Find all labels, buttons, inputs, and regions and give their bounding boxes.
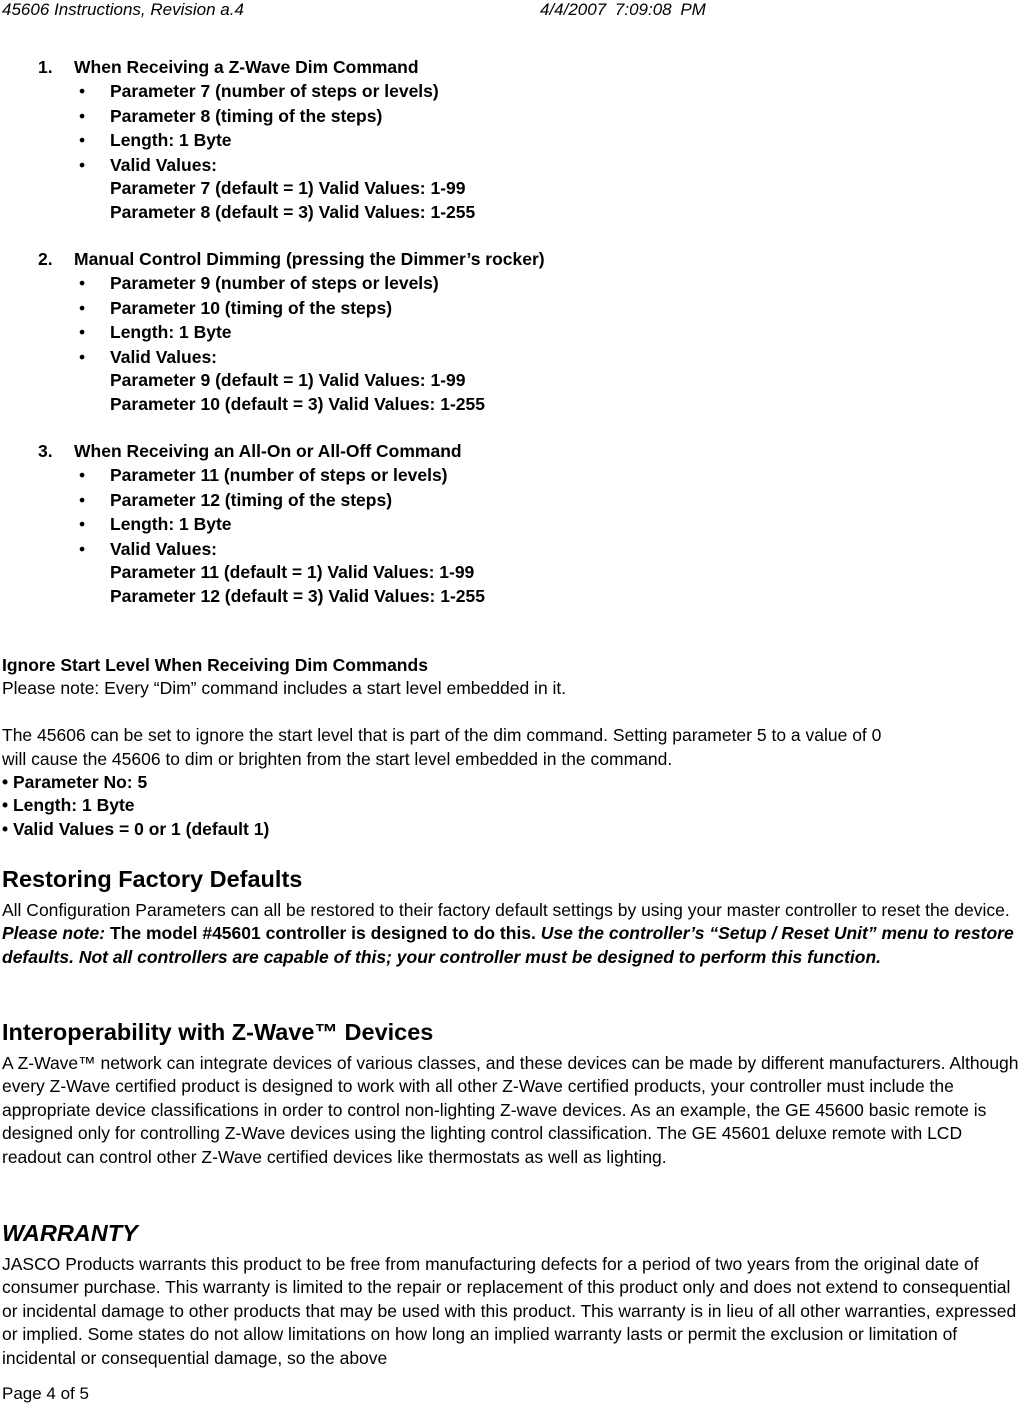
list-item (0, 537, 1023, 562)
valid-values-detail: Parameter 10 (default = 3) Valid Values: 1-255 (110, 393, 485, 414)
spacer (2, 701, 1023, 724)
bullet-icon: • (79, 105, 86, 126)
list-item-text: Parameter 9 (number of steps or levels) (110, 273, 439, 293)
list-number: 2. (38, 249, 53, 269)
list-item-text: Parameter 10 (timing of the steps) (110, 297, 393, 318)
ignore-start-level-section (2, 654, 1023, 841)
bullet-icon: • (79, 322, 86, 342)
interoperability-section (2, 1018, 1023, 1169)
list-item-text: Parameter 12 (timing of the steps) (110, 489, 393, 510)
paragraph-text: All Configuration Parameters can all be restored to their factory default settings by using your master controller to reset the device. (2, 900, 1010, 920)
bullet-icon: • (79, 297, 86, 318)
paragraph-line: The 45606 can be set to ignore the start level that is part of the dim command. Setting parameter 5 to a value of 0 (2, 725, 882, 746)
parameter-item: • Length: 1 Byte (2, 795, 135, 816)
list-item (0, 512, 1023, 537)
section-heading: Interoperability with Z-Wave™ Devices (2, 1019, 434, 1045)
bullet-icon: • (79, 81, 86, 101)
list-item (0, 320, 1023, 345)
list-heading: When Receiving an All-On or All-Off Command (74, 441, 462, 461)
list-item-text: Valid Values: (110, 346, 217, 367)
emphasis-text: The model #45601 controller is designed to do this. (105, 923, 541, 944)
bullet-icon: • (79, 273, 86, 293)
section-heading: Restoring Factory Defaults (2, 866, 303, 892)
list-heading: Manual Control Dimming (pressing the Dimmer’s rocker) (74, 249, 545, 269)
list-item (0, 79, 1023, 104)
paragraph-line: will cause the 45606 to dim or brighten from the start level embedded in the command. (2, 748, 673, 769)
warranty-section (2, 1219, 1023, 1373)
bullet-icon: • (79, 538, 86, 559)
list-item (0, 345, 1023, 370)
list-item-text: Valid Values: (110, 538, 217, 559)
list-title (0, 439, 1023, 463)
parameter-item: • Valid Values = 0 or 1 (default 1) (2, 818, 270, 839)
valid-values-detail: Parameter 8 (default = 3) Valid Values: 1-255 (110, 201, 476, 222)
valid-values-detail: Parameter 7 (default = 1) Valid Values: 1-99 (110, 178, 466, 198)
valid-values-detail: Parameter 9 (default = 1) Valid Values: 1-99 (110, 370, 466, 390)
list-number: 1. (38, 57, 53, 77)
bullet-icon: • (79, 489, 86, 510)
bullet-icon: • (79, 514, 86, 534)
document-datetime-header: 4/4/2007 7:09:08 PM (540, 0, 706, 19)
valid-values-detail: Parameter 11 (default = 1) Valid Values: 1-99 (110, 562, 475, 582)
list-item (0, 488, 1023, 513)
bullet-icon: • (79, 154, 86, 175)
paragraph (2, 899, 1023, 969)
list-item (0, 271, 1023, 296)
list-title (0, 55, 1023, 79)
section-heading: WARRANTY (2, 1220, 138, 1246)
list-item-text: Parameter 8 (timing of the steps) (110, 105, 383, 126)
note-text: Please note: Every “Dim” command includes a start level embedded in it. (2, 678, 567, 699)
numbered-section-1 (0, 55, 1023, 224)
parameter-item: • Parameter No: 5 (2, 771, 148, 792)
list-item-text: Length: 1 Byte (110, 322, 232, 342)
list-item-text: Parameter 7 (number of steps or levels) (110, 81, 439, 101)
list-item (0, 153, 1023, 178)
bullet-icon: • (79, 346, 86, 367)
list-item-text: Length: 1 Byte (110, 514, 232, 534)
list-item-text: Length: 1 Byte (110, 130, 232, 150)
list-number: 3. (38, 441, 53, 461)
emphasis-text: Use the controller’s “Setup / Reset Unit” menu to restore defaults. Not all controllers are capable of this; your controller must be designed to perform this function. (2, 923, 1014, 967)
list-item (0, 104, 1023, 129)
numbered-section-3 (0, 439, 1023, 608)
list-heading: When Receiving a Z-Wave Dim Command (74, 57, 419, 77)
section-heading: Ignore Start Level When Receiving Dim Commands (2, 655, 428, 675)
restoring-defaults-section (2, 865, 1023, 969)
list-item-text: Parameter 11 (number of steps or levels) (110, 465, 448, 485)
list-item (0, 128, 1023, 153)
page-number: Page 4 of 5 (2, 1384, 89, 1403)
bullet-icon: • (79, 130, 86, 150)
list-item-text: Valid Values: (110, 154, 217, 175)
note-label: Please note: (2, 923, 106, 944)
paragraph: JASCO Products warrants this product to be free from manufacturing defects for a period of two years from the original date of consumer purchase. This warranty is limited to the repair or replacement of this product only and does not extend to consequential or incidental damage to other products that may be used with this product. This warranty is in lieu of all other warranties, expressed or implied. Some states do not allow limitations on how long an implied warranty lasts or permit the exclusion or limitation of incidental or consequential damage, so the above (2, 1254, 1017, 1368)
list-item (0, 296, 1023, 321)
bullet-icon: • (79, 465, 86, 485)
list-item (0, 463, 1023, 488)
list-title (0, 247, 1023, 271)
paragraph: A Z-Wave™ network can integrate devices of various classes, and these devices can be made by different manufacturers. Although every Z-Wave certified product is designed to work with all other Z-Wave certified products, your controller must include the appropriate device classifications in order to control non-lighting Z-wave devices. As an example, the GE 45600 basic remote is designed only for controlling Z-Wave devices using the lighting control classification. The GE 45601 deluxe remote with LCD readout can control other Z-Wave certified devices like thermostats as well as lighting. (2, 1053, 1019, 1167)
valid-values-detail: Parameter 12 (default = 3) Valid Values: 1-255 (110, 585, 485, 606)
document-title-header: 45606 Instructions, Revision a.4 (2, 0, 244, 19)
numbered-section-2 (0, 247, 1023, 416)
